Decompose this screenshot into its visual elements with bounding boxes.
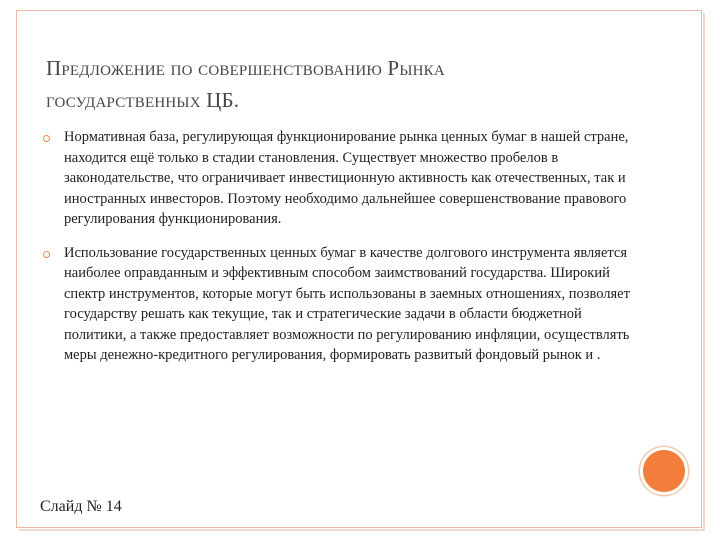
slide-number: Слайд № 14 [40, 498, 122, 515]
bullet-text: Использование государственных ценных бумаг в качестве долгового инструмента является наиболее оправданным и эффективным способом заимствований государства. Широкий спектр инструментов, которые могут быть использованы в заемных отношениях, позволяет государству решать как текущие, так и стратегические задачи в области бюджетной политики, а также предоставляет возможности по регулированию инфляции, осуществлять меры денежно-кредитного регулирования, формировать развитый фондовый рынок и . [64, 244, 630, 363]
slide-title [46, 52, 646, 116]
bullet-list [40, 127, 630, 379]
bullet-text: Нормативная база, регулирующая функционирование рынка ценных бумаг в нашей стране, находится ещё только в стадии становления. Существует множество пробелов в законодательстве, что ограничивает инвестиционную активность как отечественных, так и иностранных инвесторов. Поэтому необходимо дальнейшее совершенствование правового регулирования функционирования. [64, 129, 629, 227]
bullet-item [40, 243, 630, 366]
circle-bullet-icon [43, 251, 50, 258]
bullet-item [40, 127, 630, 230]
title-line-2: государственных ЦБ. [46, 88, 240, 112]
orange-circle-icon [640, 447, 688, 495]
title-line-1: Предложение по совершенствованию Рынка [46, 56, 445, 80]
circle-bullet-icon [43, 135, 50, 142]
